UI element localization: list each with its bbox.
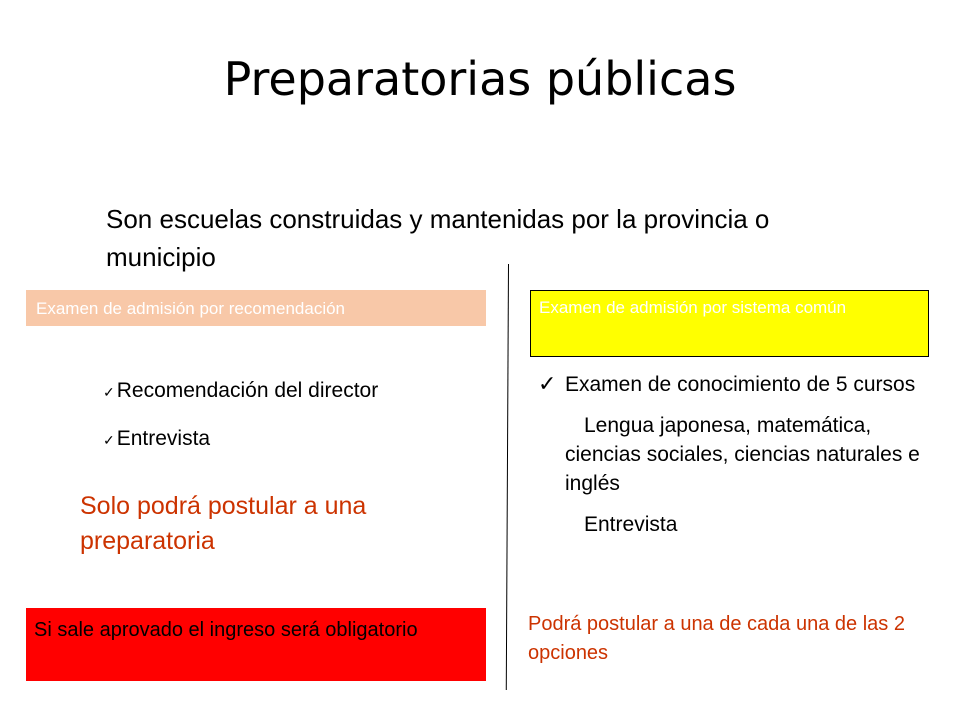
recommendation-note: Solo podrá postular a una preparatoria <box>80 492 367 555</box>
checkmark-icon: ✓ <box>103 432 115 448</box>
exam-knowledge-item: Examen de conocimiento de 5 cursos <box>565 373 916 396</box>
list-item-label: Entrevista <box>116 427 211 450</box>
common-system-note: Podrá postular a una de cada una de las 2 opciones <box>528 613 905 664</box>
common-system-exam-header: Examen de admisión por sistema común <box>530 290 929 357</box>
list-item <box>103 427 210 451</box>
subjects-list: Lengua japonesa, matemática, ciencias sociales, ciencias naturales e inglés <box>565 414 920 495</box>
subtitle: Son escuelas construidas y mantenidas por la provincia o municipio <box>106 204 770 272</box>
page-title: Preparatorias públicas <box>223 52 737 106</box>
obligation-notice-box: Si sale aprovado el ingreso será obligatorio <box>26 608 486 681</box>
checkmark-icon: ✓ <box>103 384 115 400</box>
recommendation-exam-header: Examen de admisión por recomendación <box>26 290 486 326</box>
common-system-details <box>538 370 948 539</box>
column-divider <box>506 264 509 690</box>
list-item <box>103 379 378 403</box>
interview-item: Entrevista <box>584 513 678 536</box>
checkmark-icon <box>538 370 558 390</box>
list-item-label: Recomendación del director <box>116 379 379 402</box>
